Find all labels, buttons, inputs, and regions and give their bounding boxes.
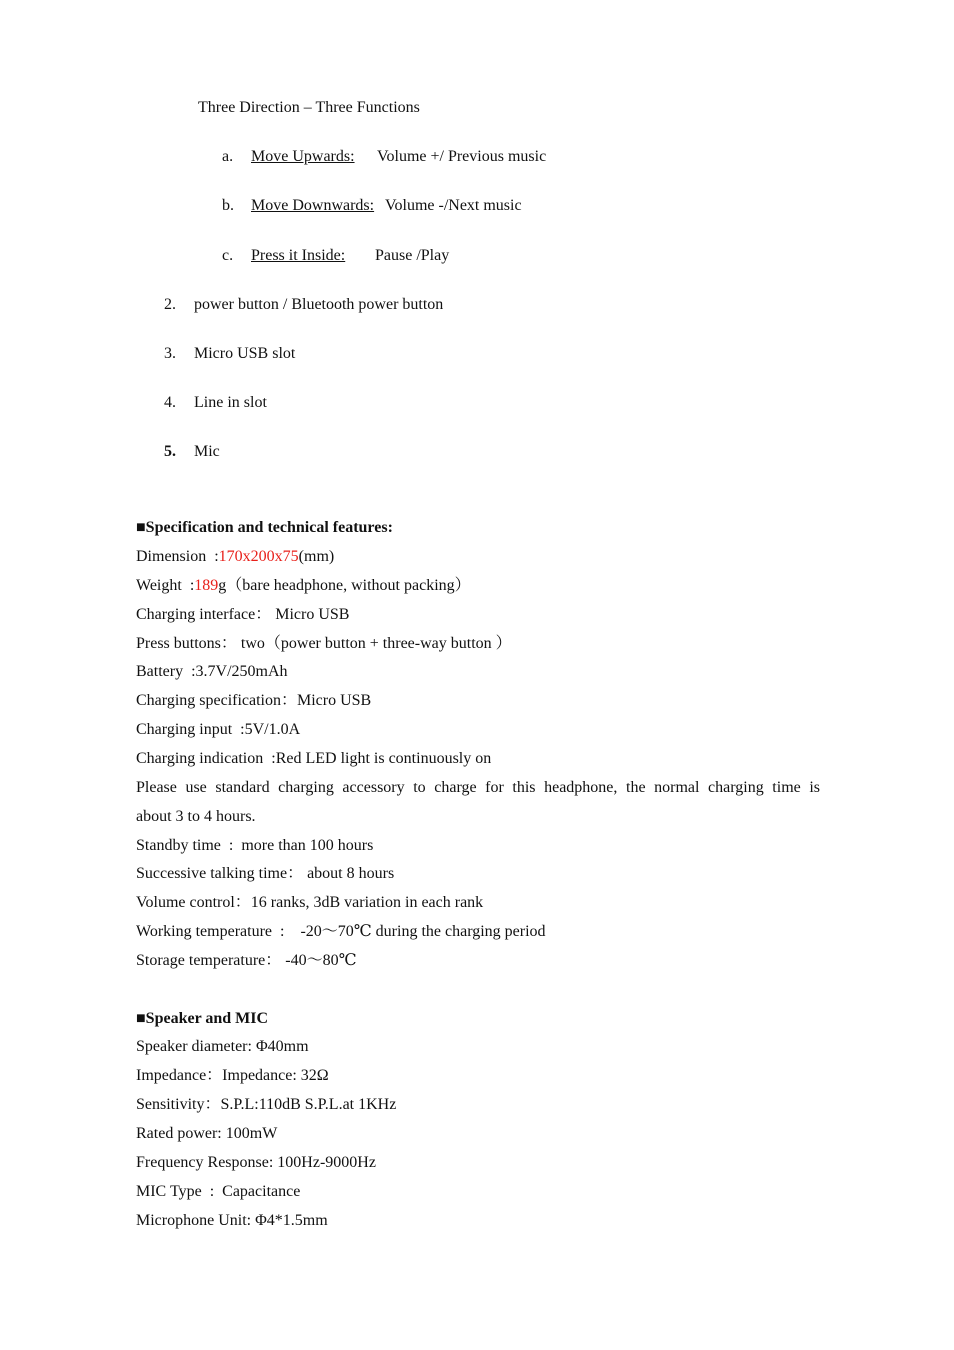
spec-weight [136, 576, 471, 596]
speaker-line: Frequency Response: 100Hz-9000Hz [136, 1154, 376, 1171]
speaker-line: Sensitivity：S.P.L:110dB S.P.L.at 1KHz [136, 1096, 397, 1113]
function-marker: c. [222, 247, 234, 264]
spec-title: ■Specification and technical features: [136, 519, 393, 536]
list-number: 4. [164, 394, 176, 411]
spec-line: Successive talking time： about 8 hours [136, 865, 395, 882]
function-label: Press it Inside: [251, 247, 346, 264]
speaker-line: MIC Type : Capacitance [136, 1183, 301, 1200]
list-item: power button / Bluetooth power button [194, 296, 444, 313]
function-value: Volume +/ Previous music [377, 148, 547, 165]
speaker-line: Impedance：Impedance: 32Ω [136, 1067, 329, 1084]
list-item: Micro USB slot [194, 345, 296, 362]
spec-line: Working temperature : -20～70℃ during the charging period [136, 923, 546, 940]
list-item: Mic [194, 443, 220, 460]
spec-dimension [136, 547, 334, 567]
spec-line: Standby time : more than 100 hours [136, 837, 374, 854]
spec-note-cont: about 3 to 4 hours. [136, 808, 256, 825]
section-heading: Three Direction – Three Functions [198, 99, 420, 116]
spec-line: Press buttons： two（power button + three-way button ） [136, 635, 512, 652]
spec-line: Charging interface： Micro USB [136, 606, 350, 623]
spec-dimension-value: 170x200x75 [218, 548, 299, 565]
spec-dimension-unit: (mm) [298, 548, 335, 565]
spec-note: Please use standard charging accessory to charge for this headphone, the normal charging time is [136, 779, 820, 796]
spec-weight-rest: g（bare headphone, without packing） [218, 577, 471, 594]
spec-line: Charging input :5V/1.0A [136, 721, 301, 738]
function-marker: b. [222, 197, 234, 214]
list-number: 5. [164, 443, 176, 460]
function-label: Move Downwards: [251, 197, 375, 214]
spec-line: Battery :3.7V/250mAh [136, 663, 288, 680]
spec-line: Charging indication :Red LED light is continuously on [136, 750, 492, 767]
list-number: 2. [164, 296, 176, 313]
speaker-line: Speaker diameter: Φ40mm [136, 1038, 309, 1055]
spec-dimension-label: Dimension : [136, 548, 219, 565]
function-marker: a. [222, 148, 234, 165]
speaker-line: Microphone Unit: Φ4*1.5mm [136, 1212, 328, 1229]
function-value: Pause /Play [375, 247, 450, 264]
spec-weight-label: Weight : [136, 577, 195, 594]
spec-weight-value: 189 [194, 577, 219, 594]
speaker-line: Rated power: 100mW [136, 1125, 278, 1142]
spec-line: Charging specification：Micro USB [136, 692, 372, 709]
spec-line: Storage temperature： -40～80℃ [136, 952, 357, 969]
list-number: 3. [164, 345, 176, 362]
speaker-title: ■Speaker and MIC [136, 1010, 269, 1027]
list-item: Line in slot [194, 394, 267, 411]
function-value: Volume -/Next music [385, 197, 522, 214]
spec-line: Volume control：16 ranks, 3dB variation in each rank [136, 894, 484, 911]
function-label: Move Upwards: [251, 148, 355, 165]
